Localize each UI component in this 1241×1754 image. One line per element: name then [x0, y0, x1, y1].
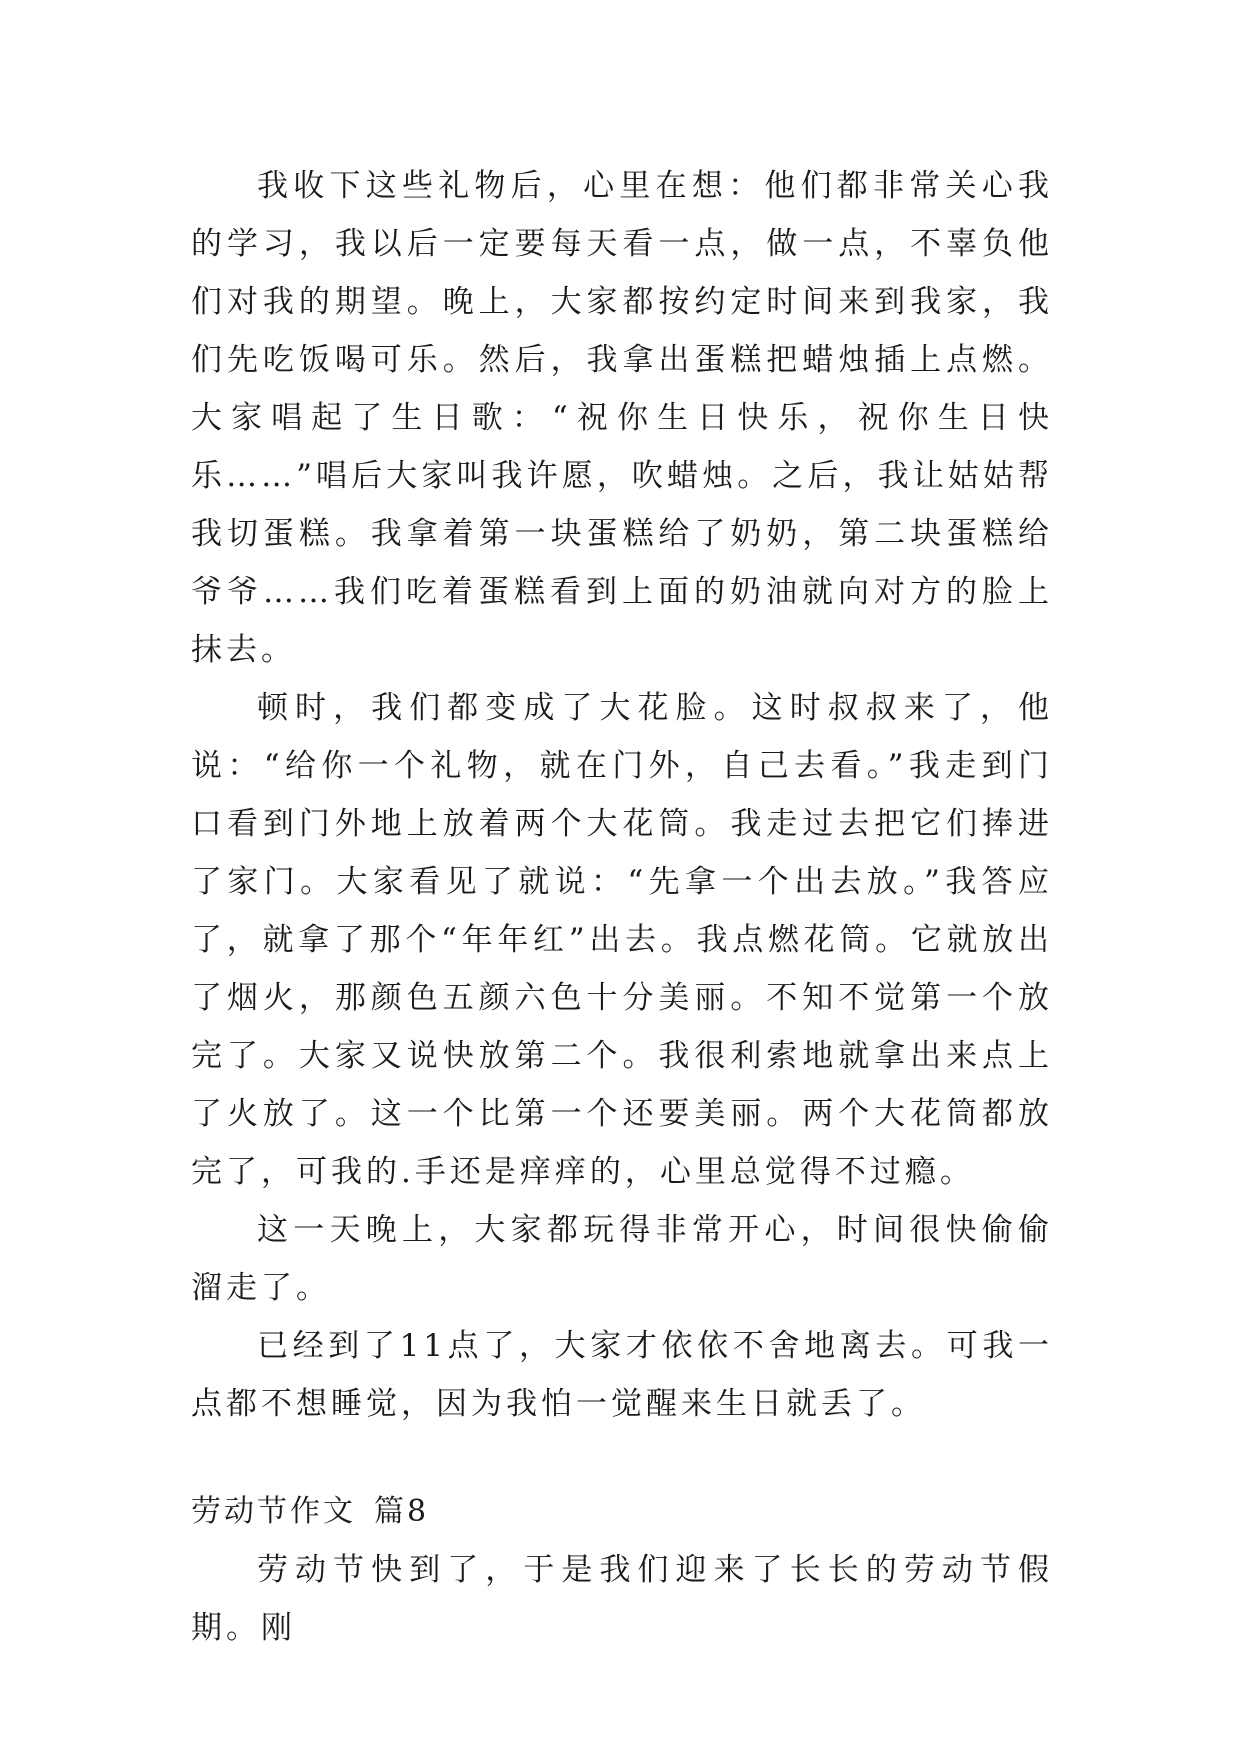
section-heading — [191, 1483, 1053, 1541]
section-heading-title: 劳动节作文 — [191, 1494, 356, 1529]
paragraph: 这一天晚上，大家都玩得非常开心，时间很快偷偷溜走了。 — [191, 1212, 1053, 1306]
paragraph: 顿时，我们都变成了大花脸。这时叔叔来了，他说：“给你一个礼物，就在门外，自己去看。”我走到门口看到门外地上放着两个大花筒。我走过去把它们捧进了家门。大家看见了就说：“先拿一个出去放。”我答应了，就拿了那个“年年红”出去。我点燃花筒。它就放出了烟火，那颜色五颜六色十分美丽。不知不觉第一个放完了。大家又说快放第二个。我很利索地就拿出来点上了火放了。这一个比第一个还要美丽。两个大花筒都放完了，可我的.手还是痒痒的，心里总觉得不过瘾。 — [191, 690, 1053, 1190]
section-heading-number: 篇8 — [374, 1494, 430, 1529]
document-body — [191, 157, 1053, 1657]
paragraph: 已经到了11点了，大家才依依不舍地离去。可我一点都不想睡觉，因为我怕一觉醒来生日就丢了。 — [191, 1328, 1053, 1422]
paragraph: 我收下这些礼物后，心里在想：他们都非常关心我的学习，我以后一定要每天看一点，做一点，不辜负他们对我的期望。晚上，大家都按约定时间来到我家，我们先吃饭喝可乐。然后，我拿出蛋糕把蜡烛插上点燃。大家唱起了生日歌：“祝你生日快乐，祝你生日快乐……”唱后大家叫我许愿，吹蜡烛。之后，我让姑姑帮我切蛋糕。我拿着第一块蛋糕给了奶奶，第二块蛋糕给爷爷……我们吃着蛋糕看到上面的奶油就向对方的脸上抹去。 — [191, 168, 1053, 668]
paragraph: 劳动节快到了，于是我们迎来了长长的劳动节假期。刚 — [191, 1552, 1053, 1646]
